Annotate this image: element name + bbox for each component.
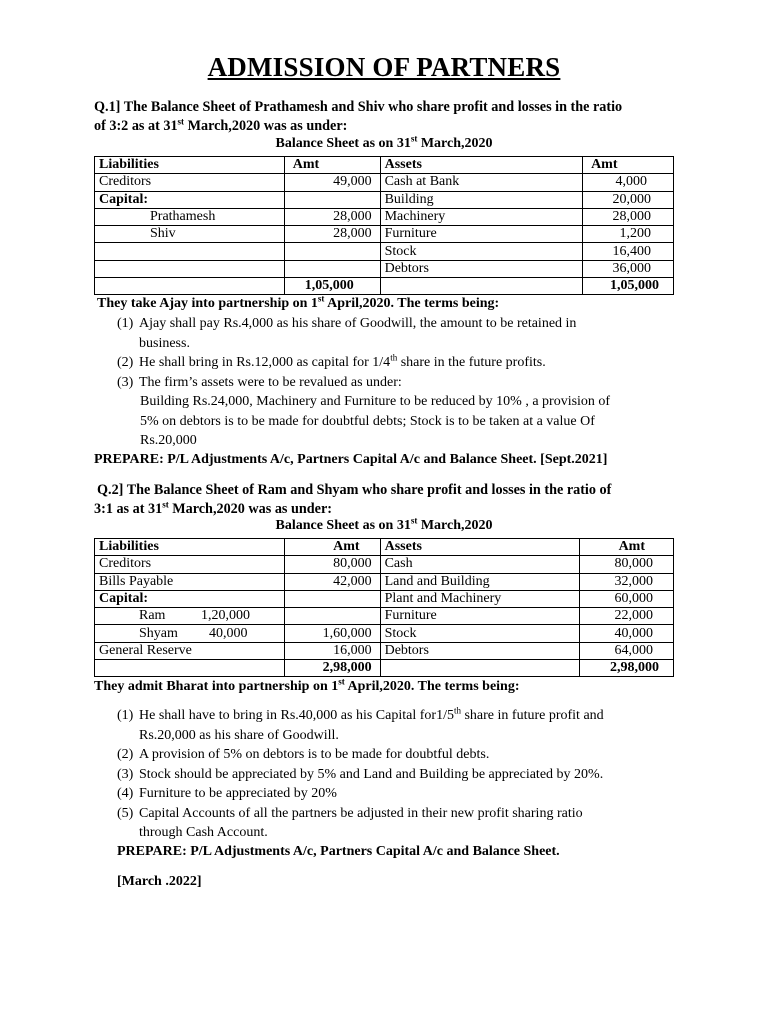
q1-question [94,98,684,136]
table-cell: Stock [380,625,580,642]
header-amt: Amt [284,539,380,556]
table-cell: General Reserve [95,642,285,659]
table-cell: Creditors [95,556,285,573]
table-cell: 28,000 [284,226,380,243]
list-item: (1) He shall have to bring in Rs.40,000 as his Capital for1/5th share in future profit and [117,705,604,723]
partner-capital: 1,20,000 [201,608,250,624]
q1-balance-sheet-table [94,156,674,295]
q2-balance-sheet-table [94,538,674,677]
header-amt: Amt [284,157,380,174]
table-cell: 40,000 [580,625,674,642]
table-cell: Furniture [380,608,580,625]
table-row [95,590,674,607]
table-cell: 49,000 [284,174,380,191]
text-line: Rs.20,000 [140,433,197,448]
table-cell: Capital: [95,191,285,208]
list-item: through Cash Account. [139,825,268,840]
table-cell: Stock [380,243,582,260]
table-cell [284,191,380,208]
table-row [95,556,674,573]
table-cell: 16,000 [284,642,380,659]
q1-terms-list [117,314,677,392]
table-cell [284,243,380,260]
list-item: business. [139,335,190,351]
list-item: (5) Capital Accounts of all the partners be adjusted in their new profit sharing ratio [117,805,583,821]
table-cell: 1,200 [583,226,674,243]
table-cell: 28,000 [583,208,674,225]
table-row [95,573,674,590]
table-cell [95,260,285,277]
table-cell [95,243,285,260]
q2-date: [March .2022] [117,874,202,889]
table-cell [95,625,285,642]
partner-name: Shyam [139,625,178,641]
q2-intro: They admit Bharat into partnership on 1st April,2020. The terms being: [94,676,520,694]
table-cell: 4,000 [583,174,674,191]
table-cell: Machinery [380,208,582,225]
table-row [95,642,674,659]
table-cell: 22,000 [580,608,674,625]
list-item: (4) Furniture to be appreciated by 20% [117,786,337,801]
table-cell [95,278,285,295]
table-row [95,174,674,191]
table-cell: Debtors [380,260,582,277]
list-item: (1) Ajay shall pay Rs.4,000 as his share of Goodwill, the amount to be retained in [117,316,577,331]
table-cell: 36,000 [583,260,674,277]
table-cell [284,608,380,625]
header-amt: Amt [583,157,674,174]
list-item: (2) A provision of 5% on debtors is to be made for doubtful debts. [117,747,490,762]
table-cell [284,590,380,607]
total-assets: 2,98,000 [580,660,674,677]
q1-question-line2: of 3:2 as at 31st March,2020 was as under: [94,116,348,134]
q1-question-line1: Q.1] The Balance Sheet of Prathamesh and Shiv who share profit and losses in the ratio [94,99,623,115]
q1-balance-sheet-heading: Balance Sheet as on 31st March,2020 [275,133,493,151]
list-item: Rs.20,000 as his share of Goodwill. [139,727,339,743]
q2-prepare: PREPARE: P/L Adjustments A/c, Partners Capital A/c and Balance Sheet. [117,844,560,859]
q1-revaluation-text [140,392,685,451]
table-cell: Capital: [95,590,285,607]
q2-question-line1: Q.2] The Balance Sheet of Ram and Shyam who share profit and losses in the ratio of [97,482,612,498]
table-cell: 80,000 [284,556,380,573]
partner-name: Ram [139,608,166,624]
table-row [95,208,674,225]
table-row [95,243,674,260]
table-cell: Creditors [95,174,285,191]
q2-question-line2: 3:1 as at 31st March,2020 was as under: [94,499,332,517]
table-cell: Bills Payable [95,573,285,590]
table-row [95,226,674,243]
table-cell [380,278,582,295]
q2-terms-list [117,706,677,843]
partner-capital: 40,000 [209,625,248,641]
page-title: ADMISSION OF PARTNERS [207,52,561,82]
table-cell: 20,000 [583,191,674,208]
q2-balance-sheet-heading: Balance Sheet as on 31st March,2020 [275,515,493,533]
table-cell: 60,000 [580,590,674,607]
total-assets: 1,05,000 [583,278,674,295]
table-header-row [95,157,674,174]
table-cell: Building [380,191,582,208]
table-cell: Prathamesh [95,208,285,225]
table-cell [380,660,580,677]
table-cell [284,260,380,277]
table-cell: Furniture [380,226,582,243]
table-header-row [95,539,674,556]
table-cell: Debtors [380,642,580,659]
table-cell [95,608,285,625]
header-assets: Assets [380,539,580,556]
table-row [95,608,674,625]
table-cell [95,660,285,677]
total-liabilities: 1,05,000 [284,278,380,295]
table-cell: 1,60,000 [284,625,380,642]
table-cell: 42,000 [284,573,380,590]
table-row [95,625,674,642]
table-cell: 64,000 [580,642,674,659]
table-row [95,191,674,208]
table-cell: 32,000 [580,573,674,590]
text-line: 5% on debtors is to be made for doubtful debts; Stock is to be taken at a value Of [140,413,595,429]
q2-question [94,481,687,519]
text-line: Building Rs.24,000, Machinery and Furniture to be reduced by 10% , a provision of [140,394,611,409]
table-cell: 28,000 [284,208,380,225]
table-cell: 80,000 [580,556,674,573]
header-amt: Amt [580,539,674,556]
table-total-row [95,278,674,295]
table-cell: Cash [380,556,580,573]
total-liabilities: 2,98,000 [284,660,380,677]
table-cell: Land and Building [380,573,580,590]
list-item: (2) He shall bring in Rs.12,000 as capital for 1/4th share in the future profits. [117,352,546,370]
header-liabilities: Liabilities [95,157,285,174]
q1-intro: They take Ajay into partnership on 1st April,2020. The terms being: [97,293,500,311]
header-liabilities: Liabilities [95,539,285,556]
list-item: (3) The firm’s assets were to be revalued as under: [117,374,402,390]
q1-prepare: PREPARE: P/L Adjustments A/c, Partners Capital A/c and Balance Sheet. [Sept.2021] [94,452,608,467]
table-row [95,260,674,277]
table-cell: Plant and Machinery [380,590,580,607]
table-cell: Shiv [95,226,285,243]
table-cell: Cash at Bank [380,174,582,191]
table-cell: 16,400 [583,243,674,260]
table-total-row [95,660,674,677]
list-item: (3) Stock should be appreciated by 5% and Land and Building be appreciated by 20%. [117,766,604,782]
header-assets: Assets [380,157,582,174]
